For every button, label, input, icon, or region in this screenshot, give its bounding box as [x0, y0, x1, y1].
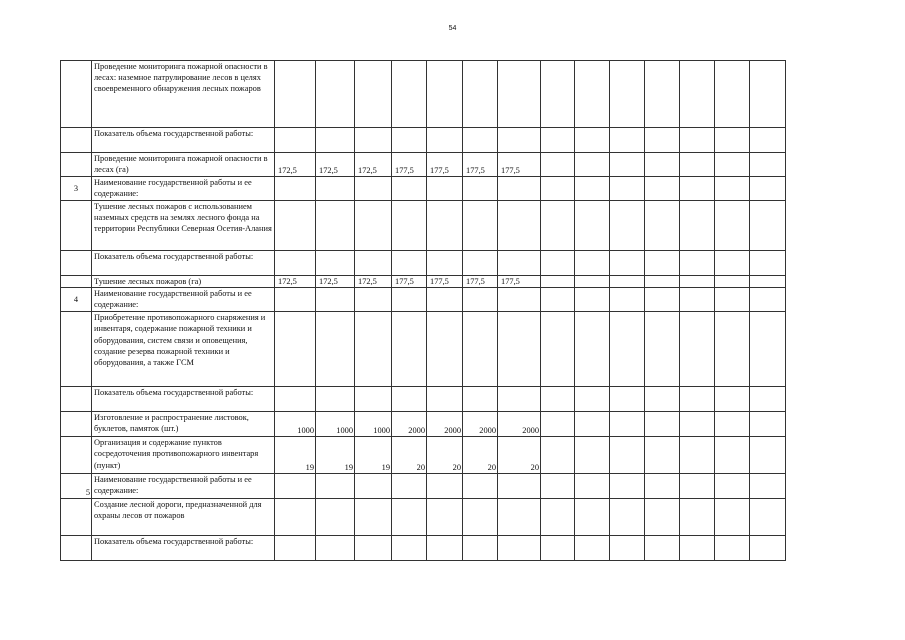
value-cell [498, 474, 541, 499]
value-cell: 2000 [498, 412, 541, 437]
value-cell [463, 499, 498, 536]
empty-cell [541, 177, 575, 201]
empty-cell [610, 61, 645, 128]
state-work-table [60, 60, 786, 561]
empty-cell [750, 437, 786, 474]
table-row [61, 177, 786, 201]
value-cell [392, 536, 427, 561]
empty-cell [750, 177, 786, 201]
value-cell [498, 61, 541, 128]
work-description-cell: Проведение мониторинга пожарной опасности в лесах (га) [92, 153, 275, 177]
row-number-cell [61, 251, 92, 276]
value-cell [498, 288, 541, 312]
row-number-cell [61, 387, 92, 412]
empty-cell [610, 128, 645, 153]
value-cell [275, 201, 316, 251]
table-row [61, 387, 786, 412]
value-cell [498, 536, 541, 561]
value-cell [498, 177, 541, 201]
table-row [61, 312, 786, 387]
empty-cell [645, 412, 680, 437]
empty-cell [715, 312, 750, 387]
row-number-cell [61, 153, 92, 177]
empty-cell [541, 201, 575, 251]
value-cell [463, 474, 498, 499]
value-cell [316, 61, 355, 128]
value-cell: 1000 [355, 412, 392, 437]
empty-cell [715, 177, 750, 201]
value-cell [463, 387, 498, 412]
value-cell [316, 128, 355, 153]
empty-cell [715, 437, 750, 474]
empty-cell [575, 387, 610, 412]
table-row [61, 276, 786, 288]
table-row [61, 437, 786, 474]
value-cell [316, 499, 355, 536]
value-cell [498, 312, 541, 387]
empty-cell [610, 474, 645, 499]
value-cell: 177,5 [498, 276, 541, 288]
empty-cell [575, 128, 610, 153]
empty-cell [680, 536, 715, 561]
empty-cell [750, 474, 786, 499]
empty-cell [715, 251, 750, 276]
value-cell [427, 201, 463, 251]
row-number-cell [61, 412, 92, 437]
empty-cell [575, 276, 610, 288]
value-cell [316, 288, 355, 312]
empty-cell [610, 387, 645, 412]
value-cell: 172,5 [275, 153, 316, 177]
work-description-cell: Показатель объема государственной работы: [92, 128, 275, 153]
empty-cell [575, 251, 610, 276]
empty-cell [610, 412, 645, 437]
row-number-cell [61, 276, 92, 288]
empty-cell [645, 128, 680, 153]
empty-cell [541, 128, 575, 153]
row-number-cell [61, 312, 92, 387]
empty-cell [645, 201, 680, 251]
empty-cell [645, 61, 680, 128]
empty-cell [541, 153, 575, 177]
value-cell [498, 128, 541, 153]
empty-cell [715, 128, 750, 153]
value-cell [392, 177, 427, 201]
empty-cell [750, 61, 786, 128]
value-cell: 2000 [427, 412, 463, 437]
empty-cell [715, 387, 750, 412]
empty-cell [750, 251, 786, 276]
empty-cell [610, 251, 645, 276]
table-row [61, 128, 786, 153]
value-cell [463, 61, 498, 128]
empty-cell [575, 177, 610, 201]
empty-cell [750, 536, 786, 561]
table-row [61, 61, 786, 128]
value-cell [392, 251, 427, 276]
empty-cell [645, 437, 680, 474]
value-cell: 172,5 [316, 276, 355, 288]
empty-cell [541, 437, 575, 474]
empty-cell [610, 536, 645, 561]
empty-cell [541, 61, 575, 128]
empty-cell [541, 312, 575, 387]
value-cell [392, 61, 427, 128]
value-cell [355, 61, 392, 128]
value-cell [498, 499, 541, 536]
row-number-cell [61, 201, 92, 251]
value-cell [498, 201, 541, 251]
empty-cell [750, 128, 786, 153]
table-row [61, 536, 786, 561]
empty-cell [680, 474, 715, 499]
value-cell [275, 128, 316, 153]
row-number-cell [61, 128, 92, 153]
empty-cell [610, 153, 645, 177]
work-description-cell: Создание лесной дороги, предназначенной для охраны лесов от пожаров [92, 499, 275, 536]
value-cell [392, 288, 427, 312]
empty-cell [610, 276, 645, 288]
value-cell [275, 61, 316, 128]
empty-cell [610, 288, 645, 312]
empty-cell [645, 251, 680, 276]
value-cell [355, 201, 392, 251]
work-description-cell: Проведение мониторинга пожарной опасности в лесах: наземное патрулирование лесов в целях своевременного обнаружения лесных пожаров [92, 61, 275, 128]
empty-cell [541, 251, 575, 276]
work-description-cell: Организация и содержание пунктов сосредоточения противопожарного инвентаря (пункт) [92, 437, 275, 474]
empty-cell [680, 276, 715, 288]
empty-cell [541, 474, 575, 499]
empty-cell [680, 412, 715, 437]
empty-cell [680, 251, 715, 276]
row-number-cell [61, 61, 92, 128]
empty-cell [680, 201, 715, 251]
table-row [61, 251, 786, 276]
work-description-cell: Наименование государственной работы и ее содержание: [92, 474, 275, 499]
row-number-cell: 3 [61, 177, 92, 201]
empty-cell [750, 387, 786, 412]
work-description-cell: Тушение лесных пожаров (га) [92, 276, 275, 288]
value-cell [316, 474, 355, 499]
value-cell [427, 251, 463, 276]
value-cell: 20 [427, 437, 463, 474]
value-cell [275, 312, 316, 387]
empty-cell [610, 312, 645, 387]
value-cell [463, 201, 498, 251]
empty-cell [680, 312, 715, 387]
empty-cell [541, 499, 575, 536]
value-cell [316, 177, 355, 201]
value-cell [355, 128, 392, 153]
row-number-cell [61, 437, 92, 474]
value-cell [316, 251, 355, 276]
value-cell [275, 499, 316, 536]
empty-cell [541, 276, 575, 288]
empty-cell [750, 201, 786, 251]
empty-cell [610, 499, 645, 536]
value-cell [463, 312, 498, 387]
value-cell: 1000 [316, 412, 355, 437]
value-cell: 20 [392, 437, 427, 474]
value-cell: 177,5 [427, 276, 463, 288]
empty-cell [645, 312, 680, 387]
value-cell: 2000 [463, 412, 498, 437]
empty-cell [541, 536, 575, 561]
value-cell [316, 536, 355, 561]
value-cell: 19 [275, 437, 316, 474]
value-cell: 177,5 [427, 153, 463, 177]
value-cell: 20 [498, 437, 541, 474]
value-cell [427, 387, 463, 412]
value-cell [427, 128, 463, 153]
value-cell [463, 128, 498, 153]
value-cell: 172,5 [355, 153, 392, 177]
value-cell: 177,5 [498, 153, 541, 177]
value-cell [427, 288, 463, 312]
empty-cell [750, 276, 786, 288]
empty-cell [750, 412, 786, 437]
empty-cell [750, 288, 786, 312]
value-cell [275, 251, 316, 276]
empty-cell [715, 499, 750, 536]
table-row [61, 153, 786, 177]
row-number-cell: 5 [61, 474, 92, 499]
value-cell: 177,5 [463, 153, 498, 177]
empty-cell [575, 499, 610, 536]
empty-cell [575, 437, 610, 474]
value-cell: 172,5 [275, 276, 316, 288]
empty-cell [715, 474, 750, 499]
empty-cell [750, 312, 786, 387]
value-cell [392, 474, 427, 499]
empty-cell [680, 437, 715, 474]
value-cell [316, 312, 355, 387]
empty-cell [541, 387, 575, 412]
value-cell: 172,5 [355, 276, 392, 288]
value-cell [392, 387, 427, 412]
row-number-cell [61, 536, 92, 561]
work-description-cell: Изготовление и распространение листовок, буклетов, памяток (шт.) [92, 412, 275, 437]
value-cell [355, 177, 392, 201]
value-cell [316, 201, 355, 251]
value-cell [355, 474, 392, 499]
empty-cell [575, 61, 610, 128]
row-number-cell: 4 [61, 288, 92, 312]
empty-cell [715, 536, 750, 561]
value-cell [427, 474, 463, 499]
empty-cell [645, 474, 680, 499]
value-cell [355, 536, 392, 561]
empty-cell [645, 288, 680, 312]
value-cell: 19 [355, 437, 392, 474]
value-cell [427, 312, 463, 387]
work-description-cell: Показатель объема государственной работы: [92, 251, 275, 276]
value-cell [463, 536, 498, 561]
value-cell [392, 201, 427, 251]
work-description-cell: Показатель объема государственной работы: [92, 387, 275, 412]
value-cell [275, 177, 316, 201]
value-cell [392, 128, 427, 153]
table-row [61, 499, 786, 536]
empty-cell [575, 201, 610, 251]
table-body [61, 61, 786, 561]
value-cell [275, 536, 316, 561]
work-description-cell: Приобретение противопожарного снаряжения и инвентаря, содержание пожарной техники и оборудования, систем связи и оповещения, создание резерва пожарной техники и оборудования, а также ГСМ [92, 312, 275, 387]
work-description-cell: Показатель объема государственной работы: [92, 536, 275, 561]
empty-cell [680, 128, 715, 153]
empty-cell [575, 288, 610, 312]
empty-cell [541, 412, 575, 437]
empty-cell [575, 312, 610, 387]
empty-cell [715, 201, 750, 251]
value-cell: 2000 [392, 412, 427, 437]
value-cell [463, 288, 498, 312]
value-cell [355, 499, 392, 536]
empty-cell [715, 412, 750, 437]
empty-cell [680, 61, 715, 128]
value-cell [275, 474, 316, 499]
value-cell [463, 251, 498, 276]
value-cell [427, 536, 463, 561]
value-cell: 19 [316, 437, 355, 474]
work-description-cell: Наименование государственной работы и ее содержание: [92, 177, 275, 201]
value-cell: 177,5 [392, 276, 427, 288]
empty-cell [680, 499, 715, 536]
empty-cell [715, 276, 750, 288]
value-cell [498, 251, 541, 276]
value-cell [392, 499, 427, 536]
value-cell [355, 387, 392, 412]
page-number: 54 [448, 25, 457, 32]
value-cell [355, 288, 392, 312]
table-row [61, 288, 786, 312]
empty-cell [645, 536, 680, 561]
empty-cell [645, 177, 680, 201]
value-cell [427, 499, 463, 536]
empty-cell [645, 387, 680, 412]
empty-cell [541, 288, 575, 312]
value-cell [463, 177, 498, 201]
value-cell: 177,5 [463, 276, 498, 288]
value-cell [427, 177, 463, 201]
value-cell [316, 387, 355, 412]
row-number-cell [61, 499, 92, 536]
empty-cell [645, 276, 680, 288]
empty-cell [750, 499, 786, 536]
empty-cell [645, 153, 680, 177]
empty-cell [575, 412, 610, 437]
value-cell [275, 387, 316, 412]
work-description-cell: Наименование государственной работы и ее содержание: [92, 288, 275, 312]
empty-cell [575, 536, 610, 561]
empty-cell [715, 153, 750, 177]
empty-cell [610, 177, 645, 201]
table-row [61, 474, 786, 499]
value-cell: 177,5 [392, 153, 427, 177]
empty-cell [645, 499, 680, 536]
value-cell [427, 61, 463, 128]
empty-cell [610, 201, 645, 251]
value-cell [355, 251, 392, 276]
value-cell: 1000 [275, 412, 316, 437]
table-row [61, 412, 786, 437]
empty-cell [575, 153, 610, 177]
table-row [61, 201, 786, 251]
value-cell: 20 [463, 437, 498, 474]
value-cell [355, 312, 392, 387]
empty-cell [680, 153, 715, 177]
empty-cell [715, 288, 750, 312]
empty-cell [610, 437, 645, 474]
value-cell [275, 288, 316, 312]
empty-cell [680, 288, 715, 312]
work-description-cell: Тушение лесных пожаров с использованием наземных средств на землях лесного фонда на территории Республики Северная Осетия-Алания [92, 201, 275, 251]
empty-cell [680, 177, 715, 201]
value-cell: 172,5 [316, 153, 355, 177]
value-cell [392, 312, 427, 387]
empty-cell [680, 387, 715, 412]
empty-cell [575, 474, 610, 499]
value-cell [498, 387, 541, 412]
empty-cell [715, 61, 750, 128]
empty-cell [750, 153, 786, 177]
